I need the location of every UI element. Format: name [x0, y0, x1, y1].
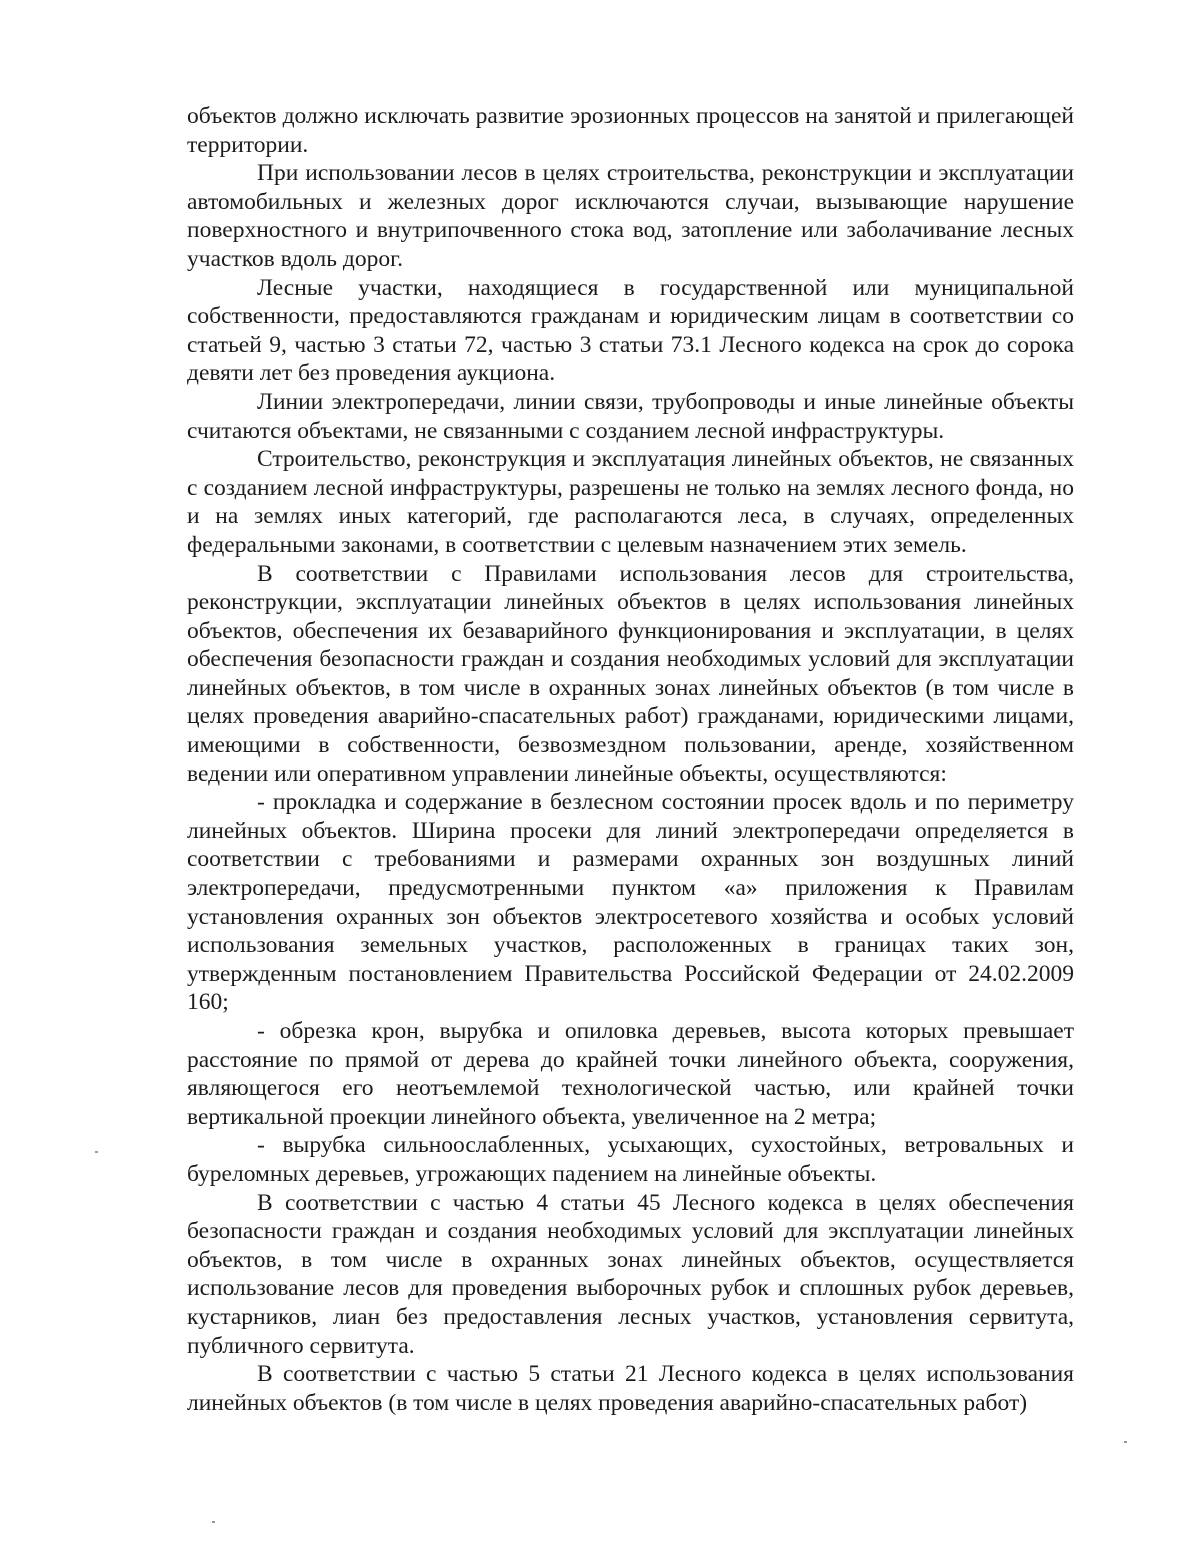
- paragraph-roads: При использовании лесов в целях строительства, реконструкции и эксплуатации автомобильных и железных дорог исключаются случаи, вызывающие нарушение поверхностного и внутрипочвенного стока вод, затопление или заболачивание лесных участков вдоль дорог.: [187, 160, 1074, 272]
- paragraph-rules-of-use: В соответствии с Правилами использования лесов для строительства, реконструкции, эксплуатации линейных объектов в целях использования линейных объектов, обеспечения их безаварийного функционирования и эксплуатации, в целях обеспечения безопасности граждан и создания необходимых условий для эксплуатации линейных объектов, в том числе в охранных зонах линейных объектов (в том числе в целях проведения аварийно-спасательных работ) гражданами, юридическими лицами, имеющими в собственности, безвозмездном пользовании, аренде, хозяйственном ведении или оперативном управлении линейные объекты, осуществляются:: [187, 560, 1074, 787]
- paragraph-continuation-erosion: объектов должно исключать развитие эрозионных процессов на занятой и прилегающей территории.: [187, 103, 1074, 158]
- paragraph-forest-plots: Лесные участки, находящиеся в государственной или муниципальной собственности, предоставляются гражданам и юридическим лицам в соответствии со статьей 9, частью 3 статьи 72, частью 3 статьи 73.1 Лесного кодекса на срок до сорока девяти лет без проведения аукциона.: [187, 274, 1074, 387]
- list-item-clearings: - прокладка и содержание в безлесном состоянии просек вдоль и по периметру линейных объектов. Ширина просеки для линий электропередачи определяется в соответствии с требованиями и размерами охранных зон воздушных линий электропередачи, предусмотренными пунктом «а» приложения к Правилам установления охранных зон объектов электросетевого хозяйства и особых условий использования земельных участков, расположенных в границах таких зон, утвержденным постановлением Правительства Российской Федерации от 24.02.2009 160;: [187, 789, 1074, 1016]
- paragraph-article-21: В соответствии с частью 5 статьи 21 Лесного кодекса в целях использования линейных объектов (в том числе в целях проведения аварийно-спасательных работ): [187, 1361, 1074, 1416]
- paragraph-article-45: В соответствии с частью 4 статьи 45 Лесного кодекса в целях обеспечения безопасности граждан и создания необходимых условий для эксплуатации линейных объектов, в том числе в охранных зонах линейных объектов, осуществляется использование лесов для проведения выборочных рубок и сплошных рубок деревьев, кустарников, лиан без предоставления лесных участков, установления сервитута, публичного сервитута.: [187, 1189, 1074, 1359]
- paragraph-construction-permitted: Строительство, реконструкция и эксплуатация линейных объектов, не связанных с созданием лесной инфраструктуры, разрешены не только на землях лесного фонда, но и на землях иных категорий, где располагаются леса, в случаях, определенных федеральными законами, в соответствии с целевым назначением этих земель.: [187, 446, 1074, 558]
- scan-speck: [95, 1151, 98, 1153]
- document-body: [187, 102, 1074, 1417]
- list-item-weakened-trees: - вырубка сильноослабленных, усыхающих, сухостойных, ветровальных и буреломных деревьев, угрожающих падением на линейные объекты.: [187, 1132, 1074, 1187]
- paragraph-linear-objects-definition: Линии электропередачи, линии связи, трубопроводы и иные линейные объекты считаются объектами, не связанными с созданием лесной инфраструктуры.: [187, 388, 1074, 444]
- scan-speck: [212, 1521, 215, 1523]
- list-item-crown-trimming: - обрезка крон, вырубка и опиловка деревьев, высота которых превышает расстояние по прямой от дерева до крайней точки линейного объекта, сооружения, являющегося его неотъемлемой технологической частью, или крайней точки вертикальной проекции линейного объекта, увеличенное на 2 метра;: [187, 1018, 1074, 1130]
- scan-speck: [1124, 1441, 1127, 1443]
